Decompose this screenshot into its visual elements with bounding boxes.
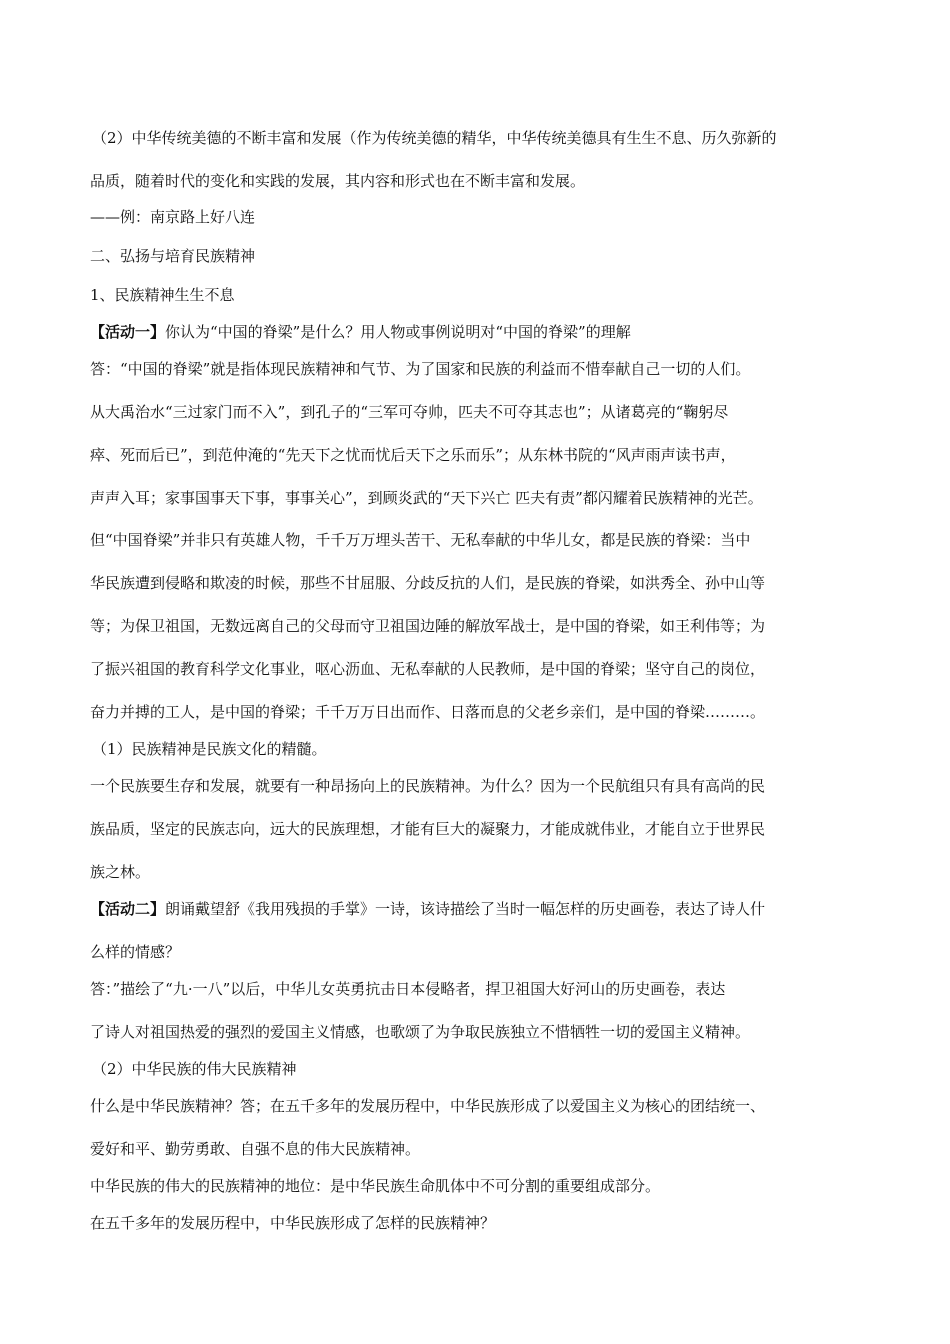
answer-line: 从大禹治水“三过家门而不入”，到孔子的“三军可夺帅，匹夫不可夺其志也”；从诸葛亮的“鞠躬尽 bbox=[90, 403, 729, 421]
activity-two-question-cont: 么样的情感？ bbox=[90, 943, 181, 961]
answer-line: 答：“中国的脊梁”就是指体现民族精神和气节、为了国家和民族的利益而不惜奉献自己一切的人们。 bbox=[90, 360, 751, 378]
activity-two-question: 朗诵戴望舒《我用残损的手掌》一诗，该诗描绘了当时一幅怎样的历史画卷，表达了诗人什 bbox=[165, 900, 766, 918]
answer-line: 奋力并搏的工人，是中国的脊梁；千千万万日出而作、日落而息的父老乡亲们，是中国的脊梁………。 bbox=[90, 703, 766, 721]
paragraph-line: （2）中华传统美德的不断丰富和发展（作为传统美德的精华，中华传统美德具有生生不息、历久弥新的 bbox=[92, 129, 777, 147]
answer-line: 华民族遭到侵略和欺凌的时候，那些不甘屈服、分歧反抗的人们，是民族的脊梁，如洪秀全、孙中山等 bbox=[90, 574, 766, 592]
answer-line: 声声入耳；家事国事天下事，事事关心”，到顾炎武的“天下兴亡 匹夫有责”都闪耀着民族精神的光芒。 bbox=[90, 489, 763, 507]
answer-line: 瘁、死而后已”，到范仲淹的“先天下之忧而忧后天下之乐而乐”；从东林书院的“风声雨声读书声， bbox=[90, 446, 736, 464]
paragraph-line: 一个民族要生存和发展，就要有一种昂扬向上的民族精神。为什么？因为一个民航组只有具有高尚的民 bbox=[90, 777, 766, 795]
point-heading: （1）民族精神是民族文化的精髓。 bbox=[92, 740, 327, 758]
activity-two-line bbox=[90, 899, 765, 919]
point-heading: （2）中华民族的伟大民族精神 bbox=[92, 1060, 297, 1078]
paragraph-line: 什么是中华民族精神？答；在五千多年的发展历程中，中华民族形成了以爱国主义为核心的团结统一、 bbox=[90, 1097, 766, 1115]
paragraph-line: 品质，随着时代的变化和实践的发展，其内容和形式也在不断丰富和发展。 bbox=[90, 172, 586, 190]
example-line: ——例：南京路上好八连 bbox=[90, 208, 256, 226]
answer-line: 但“中国脊梁”并非只有英雄人物，千千万万埋头苦干、无私奉献的中华儿女，都是民族的脊梁：当中 bbox=[90, 531, 751, 549]
answer-line: 了振兴祖国的教育科学文化事业，呕心沥血、无私奉献的人民教师，是中国的脊梁；坚守自己的岗位， bbox=[90, 660, 766, 678]
activity-one-line bbox=[90, 322, 631, 342]
activity-one-question: 你认为“中国的脊梁”是什么？用人物或事例说明对“中国的脊梁”的理解 bbox=[165, 323, 631, 341]
paragraph-line: 族品质，坚定的民族志向，远大的民族理想，才能有巨大的凝聚力，才能成就伟业，才能自立于世界民 bbox=[90, 820, 766, 838]
activity-one-label: 【活动一】 bbox=[90, 323, 166, 341]
subsection-heading: 1、民族精神生生不息 bbox=[90, 286, 235, 304]
paragraph-line: 中华民族的伟大的民族精神的地位：是中华民族生命肌体中不可分割的重要组成部分。 bbox=[90, 1177, 661, 1195]
section-heading: 二、弘扬与培育民族精神 bbox=[90, 247, 256, 265]
activity-two-label: 【活动二】 bbox=[90, 900, 166, 918]
answer-line: 了诗人对祖国热爱的强烈的爱国主义情感，也歌颂了为争取民族独立不惜牺牲一切的爱国主义精神。 bbox=[90, 1023, 751, 1041]
paragraph-line: 族之林。 bbox=[90, 863, 151, 881]
question-line: 在五千多年的发展历程中，中华民族形成了怎样的民族精神？ bbox=[90, 1214, 496, 1232]
answer-line: 答：”描绘了“九·一八”以后，中华儿女英勇抗击日本侵略者，捍卫祖国大好河山的历史画卷，表达 bbox=[90, 980, 726, 998]
answer-line: 等；为保卫祖国，无数远离自己的父母而守卫祖国边陲的解放军战士，是中国的脊梁，如王利伟等；为 bbox=[90, 617, 766, 635]
paragraph-line: 爱好和平、勤劳勇敢、自强不息的伟大民族精神。 bbox=[90, 1140, 421, 1158]
